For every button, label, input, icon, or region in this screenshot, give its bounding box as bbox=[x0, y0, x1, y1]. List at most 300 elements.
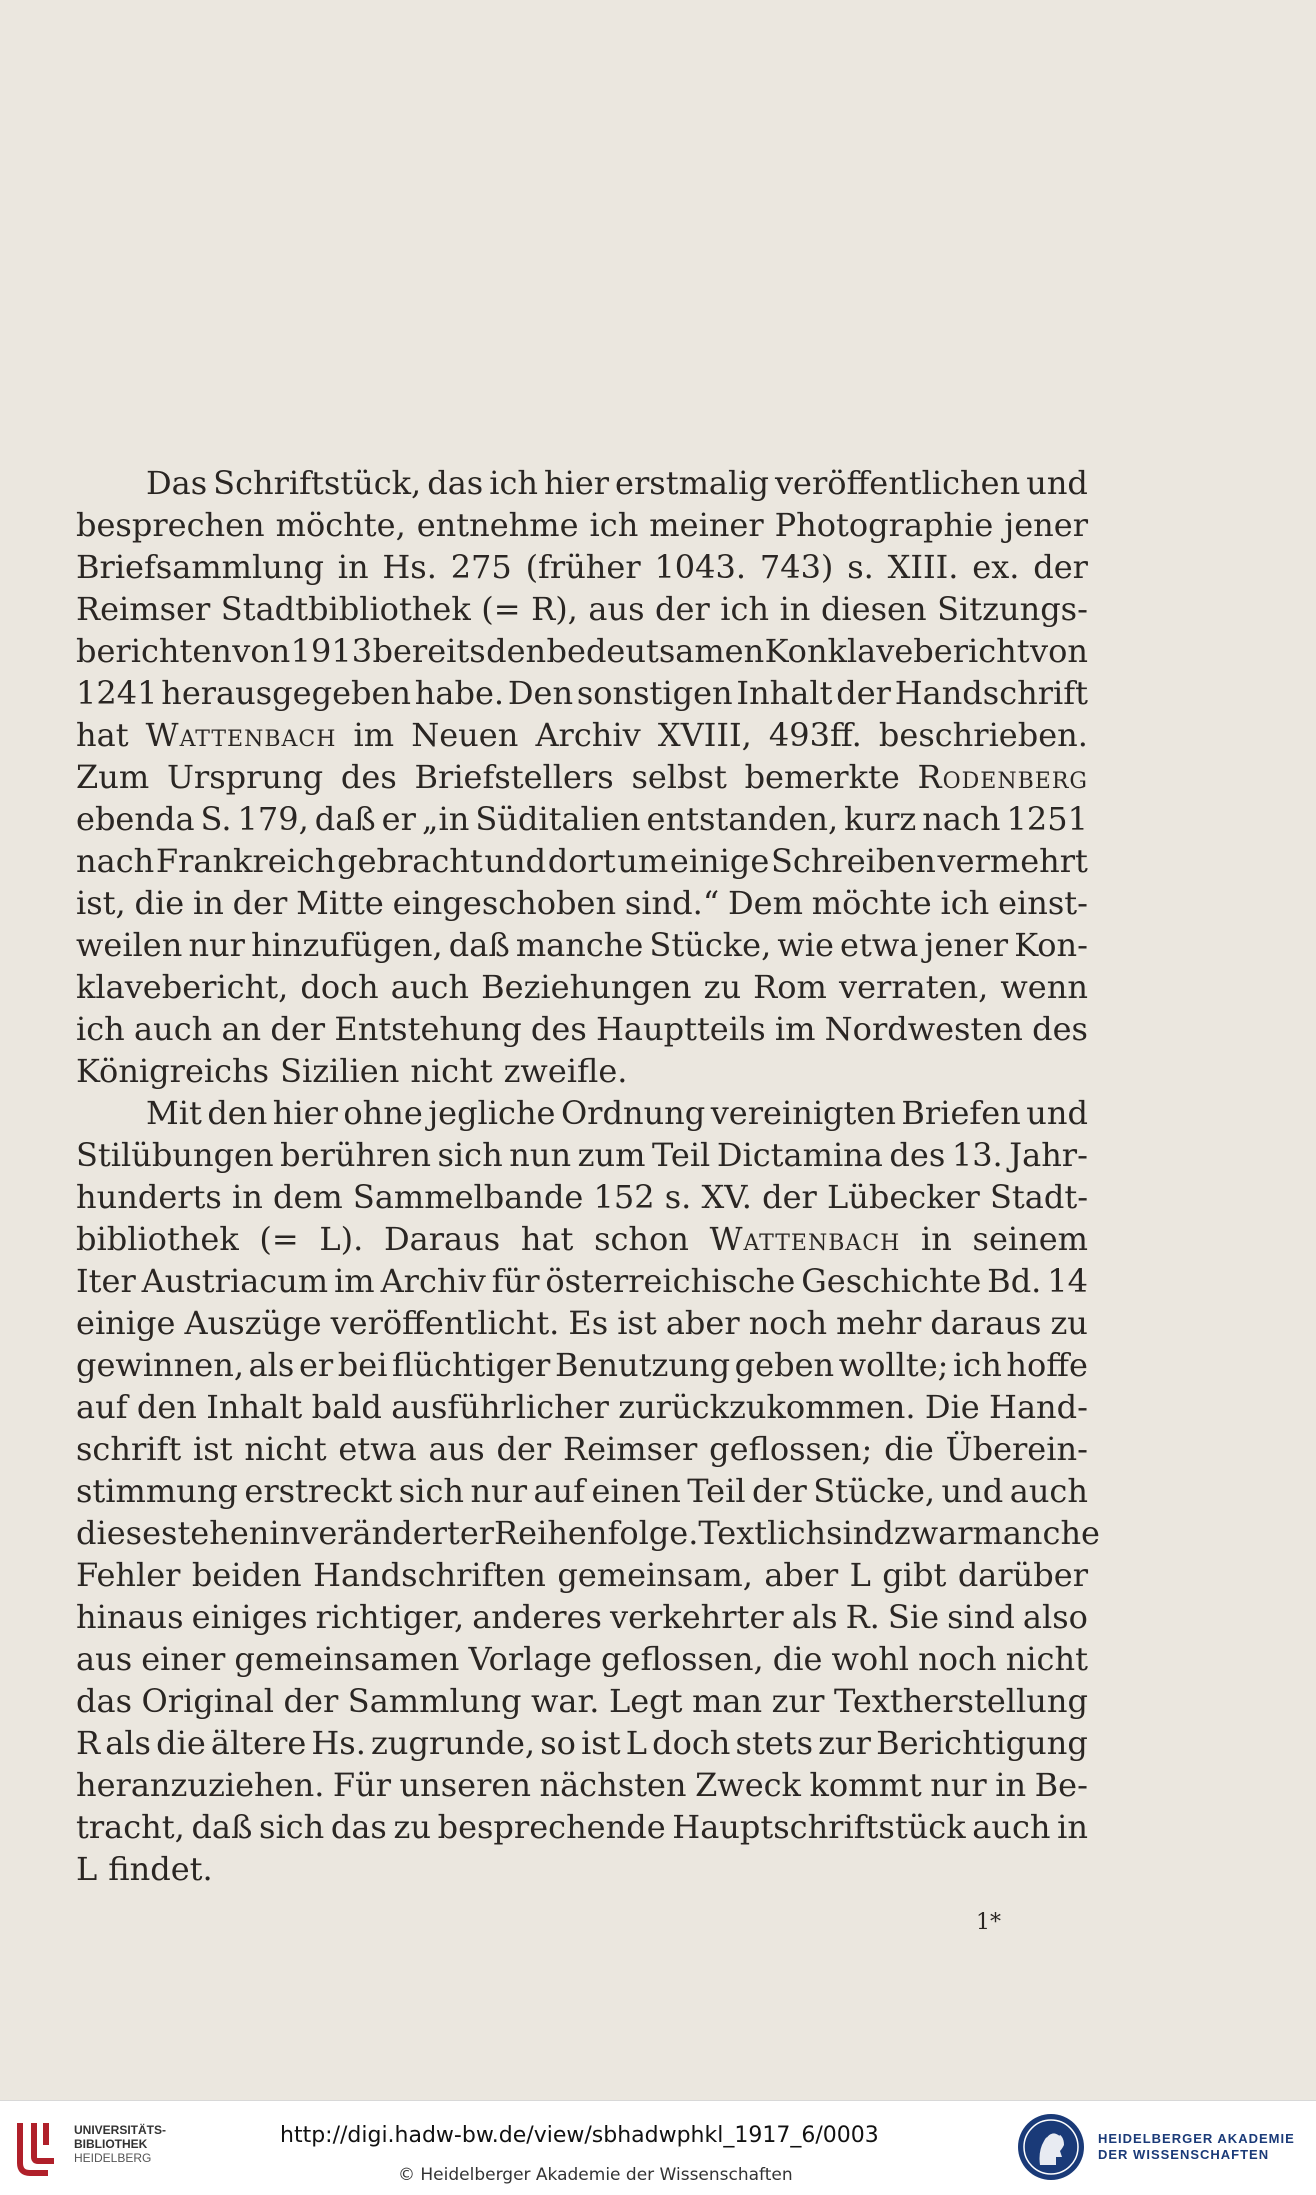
word: sind.“ bbox=[624, 884, 720, 922]
word: flüchtiger bbox=[392, 1346, 551, 1384]
word: einige bbox=[669, 842, 770, 880]
word: im bbox=[334, 1262, 375, 1300]
word: manche bbox=[972, 1514, 1100, 1552]
text-line bbox=[76, 1092, 1088, 1134]
word: Jahr- bbox=[1009, 1136, 1088, 1174]
word: Den bbox=[507, 674, 574, 712]
word: noch bbox=[918, 1640, 997, 1678]
word: Dictamina bbox=[716, 1136, 883, 1174]
word: gewinnen, bbox=[76, 1346, 244, 1384]
word: auf bbox=[76, 1388, 128, 1426]
word: veröffentlichen bbox=[774, 464, 1021, 502]
word: verkehrter bbox=[610, 1598, 784, 1636]
word: manche bbox=[515, 926, 644, 964]
library-line-2: BIBLIOTHEK bbox=[74, 2137, 148, 2151]
word: zur bbox=[771, 1682, 825, 1720]
word: Be- bbox=[1034, 1766, 1088, 1804]
document-url-link[interactable]: http://digi.hadw-bw.de/view/sbhadwphkl_1917_6/0003 bbox=[280, 2123, 879, 2148]
academy-line-1: HEIDELBERGER AKADEMIE bbox=[1098, 2131, 1295, 2146]
word: eingeschoben bbox=[392, 884, 617, 922]
word: dort bbox=[547, 842, 616, 880]
copyright-notice: © Heidelberger Akademie der Wissenschaften bbox=[398, 2165, 793, 2185]
word: Zum bbox=[76, 758, 150, 796]
text-line bbox=[76, 714, 1088, 756]
word: L bbox=[76, 1850, 98, 1888]
word: erstreckt bbox=[244, 1472, 393, 1510]
word: Hand- bbox=[989, 1388, 1088, 1426]
word: ist, bbox=[76, 884, 126, 922]
word: der bbox=[232, 884, 288, 922]
word: dem bbox=[272, 1178, 343, 1216]
word: Sammlung bbox=[347, 1682, 522, 1720]
word: den bbox=[207, 1094, 268, 1132]
text-line bbox=[76, 588, 1088, 630]
word: das bbox=[330, 1808, 387, 1846]
word: verraten, bbox=[839, 968, 989, 1006]
word: R. bbox=[845, 1598, 880, 1636]
word: Die bbox=[924, 1388, 980, 1426]
word: unseren bbox=[399, 1766, 531, 1804]
word: veröffentlicht. bbox=[330, 1304, 560, 1342]
word: darüber bbox=[957, 1556, 1088, 1594]
word: Hs. bbox=[382, 548, 437, 586]
word: sich bbox=[398, 1472, 464, 1510]
word: bei bbox=[337, 1346, 388, 1384]
word: im bbox=[353, 716, 395, 754]
word: etwa bbox=[338, 1430, 417, 1468]
word: ist bbox=[617, 1304, 657, 1342]
text-line bbox=[76, 1386, 1088, 1428]
word bbox=[918, 756, 1088, 798]
word: nächsten bbox=[539, 1766, 687, 1804]
word: hinzufügen, bbox=[251, 926, 443, 964]
word: aus bbox=[428, 1430, 485, 1468]
word: an bbox=[221, 1010, 262, 1048]
word: kommt bbox=[809, 1766, 922, 1804]
word: von bbox=[232, 632, 291, 670]
word: ich bbox=[720, 590, 770, 628]
word: aus bbox=[588, 590, 645, 628]
word: Briefen bbox=[901, 1094, 1021, 1132]
word: stehen bbox=[161, 1514, 270, 1552]
word: jegliche bbox=[428, 1094, 556, 1132]
word: noch bbox=[748, 1304, 828, 1342]
word: er bbox=[381, 800, 416, 838]
word: doch bbox=[300, 968, 379, 1006]
word: bemerkte bbox=[744, 758, 900, 796]
word: die bbox=[134, 884, 185, 922]
word: Stadtbibliothek bbox=[220, 590, 471, 628]
word: im bbox=[774, 1010, 816, 1048]
word: und bbox=[1026, 1094, 1088, 1132]
word: sich bbox=[259, 1808, 325, 1846]
word: Für bbox=[332, 1766, 391, 1804]
word: S. bbox=[200, 800, 232, 838]
text-line bbox=[76, 966, 1088, 1008]
word: möchte, bbox=[275, 506, 406, 544]
word: XVIII, bbox=[657, 716, 752, 754]
word: zu bbox=[703, 968, 742, 1006]
word: Konklavebericht bbox=[764, 632, 1030, 670]
word: in bbox=[1057, 1808, 1088, 1846]
word: die bbox=[772, 1640, 823, 1678]
university-library-name bbox=[74, 2123, 166, 2165]
text-line bbox=[76, 1050, 1088, 1092]
page-number: 1* bbox=[976, 1910, 1001, 1935]
word: des bbox=[1032, 1010, 1088, 1048]
word: des bbox=[889, 1136, 946, 1174]
text-line bbox=[76, 1428, 1088, 1470]
word: 1913 bbox=[290, 632, 373, 670]
word bbox=[146, 714, 337, 756]
word: für bbox=[491, 1262, 540, 1300]
author-name: Wattenbach bbox=[709, 1220, 901, 1258]
word: in bbox=[269, 1514, 301, 1552]
word: nicht bbox=[1005, 1640, 1088, 1678]
word: 1251 bbox=[1006, 800, 1088, 838]
word: wollte; bbox=[838, 1346, 949, 1384]
word: auf bbox=[533, 1472, 585, 1510]
text-line bbox=[76, 546, 1088, 588]
text-line bbox=[76, 756, 1088, 798]
text-line bbox=[76, 1344, 1088, 1386]
footer-bar bbox=[0, 2100, 1316, 2195]
text-line bbox=[76, 1554, 1088, 1596]
word: sonstigen bbox=[576, 674, 733, 712]
word: Briefstellers bbox=[414, 758, 614, 796]
word: das bbox=[76, 1682, 132, 1720]
word: ausführlicher bbox=[391, 1388, 609, 1426]
word: zurückzukommen. bbox=[618, 1388, 916, 1426]
word: das bbox=[427, 464, 484, 502]
word: von bbox=[1030, 632, 1088, 670]
word: Mitte bbox=[296, 884, 384, 922]
text-line bbox=[76, 1764, 1088, 1806]
word: beschrieben. bbox=[878, 716, 1088, 754]
word: doch bbox=[652, 1724, 731, 1762]
word: Teil bbox=[652, 1136, 711, 1174]
word: Handschriften bbox=[313, 1556, 546, 1594]
word: Schreiben bbox=[770, 842, 936, 880]
text-line bbox=[76, 1512, 1100, 1554]
word: Kon- bbox=[1014, 926, 1088, 964]
word: Sitzungs- bbox=[937, 590, 1088, 628]
word: Reimser bbox=[76, 590, 211, 628]
academy-name bbox=[1098, 2131, 1295, 2163]
word: man bbox=[692, 1682, 763, 1720]
text-line bbox=[76, 924, 1088, 966]
body-text bbox=[76, 462, 1100, 1890]
text-line bbox=[76, 1008, 1088, 1050]
word: hat bbox=[520, 1220, 574, 1258]
word: Ordnung bbox=[560, 1094, 706, 1132]
word: daß bbox=[448, 926, 510, 964]
word: zu bbox=[1050, 1304, 1088, 1342]
word: in bbox=[231, 1178, 263, 1216]
word: besprechende bbox=[437, 1808, 666, 1846]
word: Frankreich bbox=[155, 842, 336, 880]
word: Auszüge bbox=[184, 1304, 322, 1342]
text-line bbox=[76, 630, 1088, 672]
word: Vorlage bbox=[468, 1640, 592, 1678]
word: 152 bbox=[593, 1178, 655, 1216]
word: einer bbox=[141, 1640, 226, 1678]
word: wie bbox=[777, 926, 834, 964]
word: hat bbox=[76, 716, 129, 754]
text-line bbox=[76, 1134, 1088, 1176]
word: diese bbox=[76, 1514, 162, 1552]
word: Stücke, bbox=[813, 1472, 936, 1510]
word: nach bbox=[922, 800, 1001, 838]
word: herausgegeben bbox=[161, 674, 412, 712]
word: tracht, bbox=[76, 1808, 185, 1846]
word: Original bbox=[141, 1682, 274, 1720]
word: Austriacum bbox=[141, 1262, 329, 1300]
word: aber bbox=[764, 1556, 839, 1594]
word: zur bbox=[818, 1724, 871, 1762]
word: der bbox=[762, 1178, 817, 1216]
word: der bbox=[283, 1682, 339, 1720]
word: „in bbox=[421, 800, 470, 838]
word: klavebericht, bbox=[76, 968, 289, 1006]
word: auch bbox=[134, 1010, 213, 1048]
text-line bbox=[76, 882, 1088, 924]
word: den bbox=[136, 1388, 197, 1426]
word: Photographie bbox=[774, 506, 994, 544]
text-line bbox=[76, 1218, 1088, 1260]
word: sich bbox=[437, 1136, 503, 1174]
paragraph bbox=[76, 1092, 1100, 1890]
word: der bbox=[270, 1010, 326, 1048]
word: geben bbox=[734, 1346, 835, 1384]
word: hoffe bbox=[1006, 1346, 1088, 1384]
word: entnehme bbox=[416, 506, 579, 544]
text-line bbox=[76, 1596, 1088, 1638]
academy-seal-icon bbox=[1016, 2111, 1086, 2183]
word: ohne bbox=[343, 1094, 423, 1132]
word: aber bbox=[665, 1304, 740, 1342]
word: den bbox=[486, 632, 547, 670]
academy-line-2: DER WISSENSCHAFTEN bbox=[1098, 2147, 1270, 2162]
word: 14 bbox=[1047, 1262, 1088, 1300]
word: einst- bbox=[998, 884, 1088, 922]
word: ich bbox=[953, 1346, 1002, 1384]
text-line bbox=[76, 1638, 1088, 1680]
word: richtiger, bbox=[315, 1598, 465, 1636]
word: mehr bbox=[836, 1304, 922, 1342]
word: geflossen, bbox=[601, 1640, 764, 1678]
word: 743) bbox=[759, 548, 834, 586]
word: Stilübungen bbox=[76, 1136, 274, 1174]
word: 1043. bbox=[654, 548, 747, 586]
word: nur bbox=[188, 926, 245, 964]
text-line bbox=[76, 672, 1088, 714]
word: Stücke, bbox=[649, 926, 772, 964]
word: hinaus bbox=[76, 1598, 184, 1636]
word: L bbox=[625, 1724, 647, 1762]
word: Textherstellung bbox=[833, 1682, 1088, 1720]
word: R), bbox=[531, 590, 578, 628]
word: kurz bbox=[844, 800, 917, 838]
word: er bbox=[298, 1346, 334, 1384]
word: österreichische bbox=[545, 1262, 796, 1300]
word: Neuen bbox=[411, 716, 519, 754]
word: als bbox=[248, 1346, 295, 1384]
word: also bbox=[1022, 1598, 1088, 1636]
text-line bbox=[76, 840, 1088, 882]
word: Teil bbox=[687, 1472, 746, 1510]
word: um bbox=[617, 842, 669, 880]
word: schrift bbox=[76, 1430, 182, 1468]
word: ist bbox=[581, 1724, 621, 1762]
word: Reimser bbox=[563, 1430, 698, 1468]
word: (= bbox=[481, 590, 521, 628]
word: vermehrt bbox=[937, 842, 1088, 880]
word: einiges bbox=[191, 1598, 308, 1636]
word: ex. bbox=[972, 548, 1020, 586]
word: daß bbox=[191, 1808, 253, 1846]
word: s. bbox=[847, 548, 874, 586]
word: Iter bbox=[76, 1262, 136, 1300]
word: 493ff. bbox=[768, 716, 862, 754]
word: Süditalien bbox=[475, 800, 641, 838]
word: habe. bbox=[414, 674, 505, 712]
word: hunderts bbox=[76, 1178, 222, 1216]
word: in bbox=[192, 884, 224, 922]
text-line bbox=[76, 1176, 1088, 1218]
word: Legt bbox=[608, 1682, 683, 1720]
word: R bbox=[76, 1724, 101, 1762]
word: L). bbox=[319, 1220, 364, 1258]
word: ich bbox=[589, 506, 639, 544]
word: ist bbox=[193, 1430, 233, 1468]
word: der bbox=[496, 1430, 552, 1468]
author-name: Wattenbach bbox=[145, 716, 337, 754]
word: 1241 bbox=[76, 674, 158, 712]
word: etwa bbox=[840, 926, 919, 964]
word: Hs. bbox=[311, 1724, 366, 1762]
library-line-3: HEIDELBERG bbox=[74, 2151, 152, 2165]
text-line bbox=[76, 1680, 1088, 1722]
word: L bbox=[849, 1556, 871, 1594]
word: als bbox=[791, 1598, 838, 1636]
university-library-logo-icon bbox=[14, 2119, 60, 2177]
word: 13. bbox=[951, 1136, 1003, 1174]
word: in bbox=[779, 590, 811, 628]
word: zum bbox=[577, 1136, 646, 1174]
word: des bbox=[340, 758, 397, 796]
word: des bbox=[530, 1010, 587, 1048]
word: diesen bbox=[820, 590, 927, 628]
word: ich bbox=[940, 884, 990, 922]
word: Rom bbox=[753, 968, 827, 1006]
word: stimmung bbox=[76, 1472, 238, 1510]
word: Sammelbande bbox=[352, 1178, 584, 1216]
word: war. bbox=[530, 1682, 600, 1720]
text-line bbox=[76, 1848, 1088, 1890]
word: Inhalt bbox=[206, 1388, 303, 1426]
word: der bbox=[655, 590, 710, 628]
word: gemeinsam, bbox=[557, 1556, 753, 1594]
word: schon bbox=[594, 1220, 689, 1258]
word: XV. bbox=[701, 1178, 752, 1216]
word: wenn bbox=[1000, 968, 1088, 1006]
word: als bbox=[105, 1724, 151, 1762]
word: Archiv bbox=[535, 716, 641, 754]
word: jener bbox=[1004, 506, 1088, 544]
word: bedeutsamen bbox=[546, 632, 765, 670]
word: möchte bbox=[811, 884, 932, 922]
word: einen bbox=[591, 1472, 681, 1510]
word: Dem bbox=[727, 884, 803, 922]
word: weilen bbox=[76, 926, 183, 964]
word: Entstehung bbox=[334, 1010, 522, 1048]
word bbox=[710, 1218, 901, 1260]
word: wohl bbox=[831, 1640, 910, 1678]
text-line bbox=[76, 504, 1088, 546]
text-line bbox=[76, 1302, 1088, 1344]
word: auch bbox=[390, 968, 469, 1006]
word: bibliothek bbox=[76, 1220, 239, 1258]
word: gibt bbox=[882, 1556, 947, 1594]
word: ich bbox=[76, 1010, 125, 1048]
word: der bbox=[752, 1472, 807, 1510]
word: Nordwesten bbox=[824, 1010, 1023, 1048]
word: einige bbox=[76, 1304, 176, 1342]
word: beiden bbox=[191, 1556, 302, 1594]
library-line-1: UNIVERSITÄTS- bbox=[74, 2123, 167, 2137]
word: gebracht bbox=[337, 842, 483, 880]
word: und bbox=[941, 1472, 1004, 1510]
paragraph bbox=[76, 462, 1088, 1092]
word: Fehler bbox=[76, 1556, 181, 1594]
word: heranzuziehen. bbox=[76, 1766, 325, 1804]
word: nur bbox=[930, 1766, 987, 1804]
word: vereinigten bbox=[710, 1094, 896, 1132]
word: Sizilien bbox=[280, 1052, 400, 1090]
word: und bbox=[1026, 464, 1088, 502]
word: nicht bbox=[244, 1430, 327, 1468]
word: Ursprung bbox=[166, 758, 324, 796]
word: hier bbox=[543, 464, 610, 502]
word: auch bbox=[1009, 1472, 1088, 1510]
word: geflossen; bbox=[709, 1430, 873, 1468]
word: nur bbox=[470, 1472, 527, 1510]
word: Inhalt bbox=[736, 674, 833, 712]
word: und bbox=[484, 842, 547, 880]
word: Benutzung bbox=[554, 1346, 731, 1384]
word: in bbox=[337, 548, 369, 586]
word: ebenda bbox=[76, 800, 195, 838]
word: Überein- bbox=[945, 1430, 1088, 1468]
word: entstanden, bbox=[646, 800, 839, 838]
word: daraus bbox=[930, 1304, 1042, 1342]
word: sind bbox=[826, 1514, 894, 1552]
word: hier bbox=[272, 1094, 338, 1132]
word: Hauptteils bbox=[596, 1010, 766, 1048]
word: Lübecker bbox=[827, 1178, 980, 1216]
word: 179, bbox=[237, 800, 309, 838]
text-line bbox=[76, 1722, 1088, 1764]
word: zwar bbox=[893, 1514, 973, 1552]
word: die bbox=[884, 1430, 934, 1468]
text-line bbox=[76, 798, 1088, 840]
word: sind bbox=[947, 1598, 1015, 1636]
word: Es bbox=[568, 1304, 609, 1342]
word: ältere bbox=[210, 1724, 307, 1762]
word: Sie bbox=[887, 1598, 939, 1636]
word: Zweck bbox=[695, 1766, 801, 1804]
